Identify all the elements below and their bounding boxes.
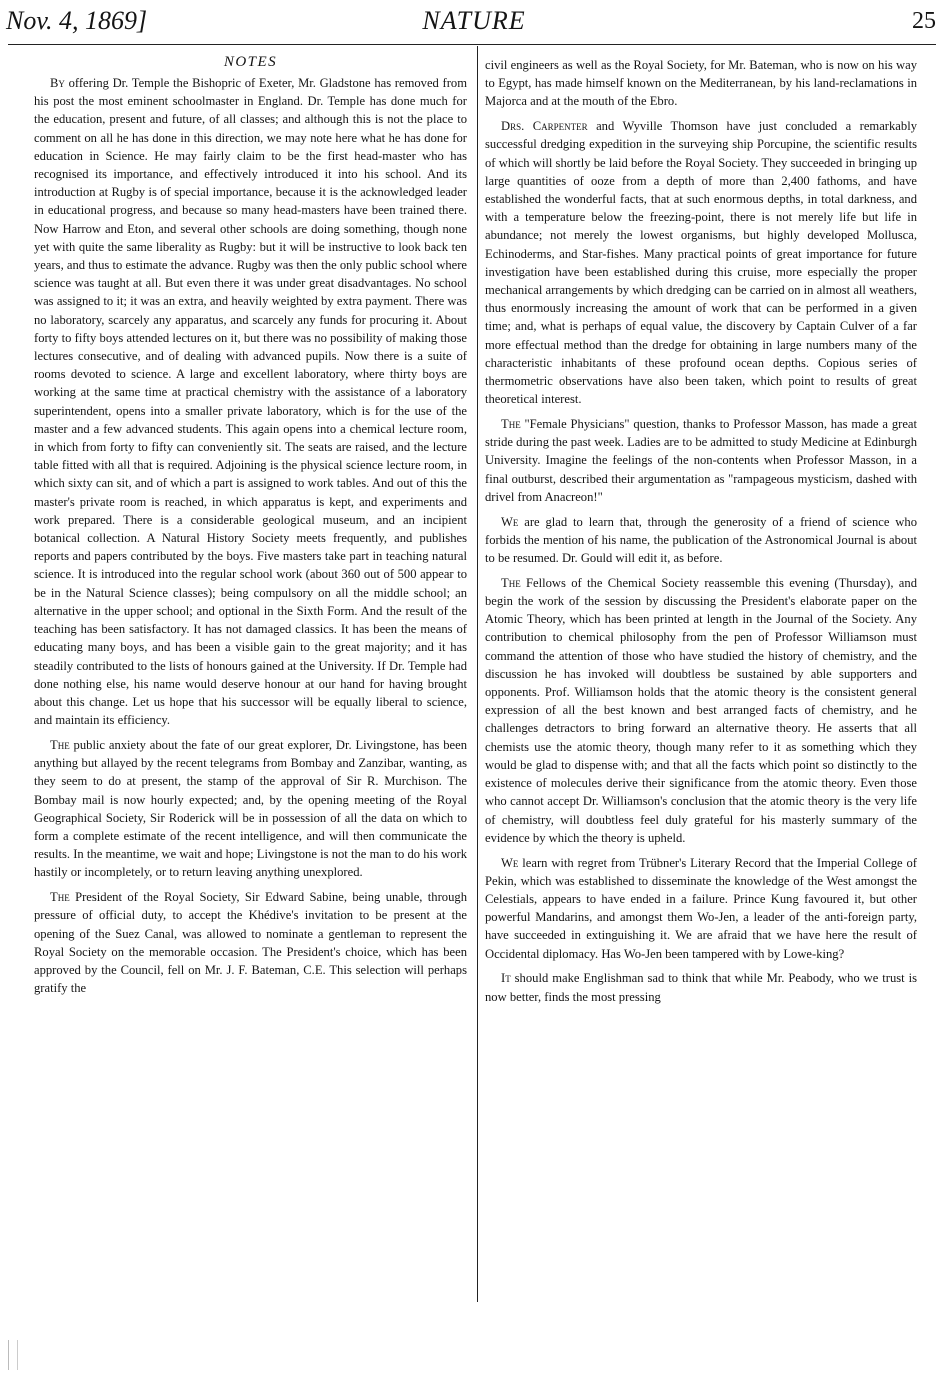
- paragraph-text: should make Englishman sad to think that while Mr. Peabody, who we trust is now better, finds the most pressing: [485, 971, 917, 1004]
- paragraph-astronomical-journal: [485, 513, 917, 568]
- paragraph-peabody: [485, 969, 917, 1005]
- paragraph-text: and Wyville Thomson have just concluded a remarkably successful dredging expedition in the surveying ship Porcupine, the scientific results of which will shortly be laid before the Royal Society. They succeeded in bringing up large quantities of ooze from a depth of more than 2,400 fathoms, and have established the wonderful facts, that at such enormous depths, in total darkness, and with a temperature below the freezing-point, there is not merely life but life in abundance; not merely the lowest organisms, but highly developed Mollusca, Echinoderms, and Star-fishes. Many practical points of great importance for future investigation have been established during this cruise, more especially the proper mechanical arrangements by which dredging can be carried on in almost all weathers, thus enormously increasing the amount of work that can be performed in a given time; and, what is perhaps of equal value, the discovery by Captain Culver of a far more effectual method than the dredge for obtaining in large numbers many of the characteristic inhabitants of these profound ocean depths. Copious series of thermometric observations have also been taken, which point to results of great theoretical interest.: [485, 119, 917, 407]
- section-title: NOTES: [223, 54, 278, 70]
- paragraph-chemical-society: [485, 574, 917, 847]
- paragraph-female-physicians: [485, 415, 917, 506]
- paragraph-pekin-college: [485, 854, 917, 963]
- paragraph-lead: The: [50, 890, 70, 905]
- page-edge-mark: [8, 1340, 18, 1370]
- issue-date: Nov. 4, 1869]: [6, 6, 148, 35]
- paragraph-text: "Female Physicians" question, thanks to Professor Masson, has made a great stride during the past week. Ladies are to be admitted to study Medicine at Edinburgh University. Imagine the feelings of the non-contents when Professor Masson, in a final outburst, described their argumentation as "rampageous mysticism, dashed with drivel from Anacreon!": [485, 417, 917, 504]
- paragraph-text: Fellows of the Chemical Society reassemble this evening (Thursday), and begin the work of the session by discussing the President's elaborate paper on the Atomic Theory, which has been printed at length in the Journal of the Society. Any contribution to chemical philosophy from the pen of Professor Williamson must command the attention of those who have studied the history of chemistry, and the discussion he has invoked will doubtless be sustained by able supporters and opponents. Prof. Williamson holds that the atomic theory is the consistent general expression of all the best known and best arranged facts of chemistry, and he challenges detractors to bring forward an alternative theory. He asserts that all chemists use the atomic theory, though many refer to it as something which they would be glad to dispense with; and that all the facts which point so distinctly to the existence of molecules derive their significance from the atomic theory. Even those who cannot accept Dr. Williamson's conclusion that the atomic theory is the very life of chemistry, will doubtless feel duly grateful for his masterly summary of the evidence by which the theory is upheld.: [485, 575, 917, 845]
- left-column: [34, 56, 467, 1004]
- paragraph-lead: Drs. Carpenter: [501, 119, 588, 134]
- paragraph-bateman-continued: [485, 56, 917, 111]
- paragraph-text: learn with regret from Trübner's Literary Record that the Imperial College of Pekin, which was established to disseminate the knowledge of the West amongst the Celestials, appears to have ended in a failure. Prince Kung favoured it, but other powerful Mandarins, and amongst them Wo-Jen, a leader of the anti-foreign party, have succeeded in extinguishing it. We are afraid that we have here the result of Occidental diplomacy. Has Wo-Jen been tampered with by Lowe-king?: [485, 855, 917, 961]
- paragraph-temple: [34, 74, 467, 729]
- paragraph-text: are glad to learn that, through the generosity of a friend of science who forbids the mention of his name, the publication of the Astronomical Journal is about to be resumed. Dr. Gould will edit it, as before.: [485, 514, 917, 566]
- page-header: [6, 4, 942, 44]
- paragraph-lead: The: [50, 737, 70, 752]
- page-number: 25: [912, 8, 936, 34]
- paragraph-livingstone: [34, 736, 467, 882]
- paragraph-text: civil engineers as well as the Royal Society, for Mr. Bateman, who is now on his way to Egypt, has made himself known on the Mediterranean, by his land-reclamations in Majorca and at the mouth of the Ebro.: [485, 58, 917, 109]
- paragraph-lead: We: [501, 514, 519, 529]
- paragraph-lead: We: [501, 855, 519, 870]
- paragraph-lead: It: [501, 971, 511, 986]
- paragraph-text: offering Dr. Temple the Bishopric of Exeter, Mr. Gladstone has removed from his post the most eminent schoolmaster in England. Dr. Temple has done much for the education, present and future, of all classes; and although this is not the place to comment on all he has done in this direction, we may note here what he has done for education in Science. He may fairly claim to be the first head-master who has recognised its importance, and effectively introduced it into his school. And its introduction at Rugby is of special importance, because it is the acknowledged leader in educational progress, and because so many head-masters have been trained there. Now Harrow and Eton, and several other schools are doing something, though none yet with quite the same liberality as Rugby: but it will be instructive to look back ten years, and thus to estimate the advance. Rugby was then the only public school where science was taught at all. But even there it was under great disadvantages. No school was assigned to it; it was an extra, and heavily weighted by extra payment. There was no laboratory, scarcely any apparatus, and scarcely any funds for procuring it. About forty to fifty boys attended lectures on it, but there was no possibility of making those lectures consecutive, and of dealing with advanced pupils. Now there is a suite of rooms devoted to science. A large and excellent laboratory, where thirty boys are working at the same time at practical chemistry with the assistance of a laboratory superintendent, opens into a smaller private laboratory, which is for the use of the master and a few advanced students. This again opens into a chemical lecture room, in which from forty to fifty can conveniently sit. The seats are raised, and the lecture table fitted with all that is required. Adjoining is the physical science lecture room, in which sixty can sit, and of which a part is assigned to work tables. And out of this the master's private room is reached, in which apparatus is kept, and experiments and work prepared. There is a considerable geological museum, and an incipient botanical collection. A Natural History Society meets frequently, and publishes reports and papers contributed by the boys. Five masters take part in teaching natural science. It is introduced into the regular school work (about 360 out of 500 appear to be in the Natural Science classes); being compulsory on all the middle school; an alternative in the upper school; and optional in the Sixth Form. And the result of the teaching has been satisfactory. It has not damaged classics. It has been the means of educating many boys, and has been a visible gain to the great majority; and it has steadily contributed to the lists of honours gained at the University. If Dr. Temple had done nothing else, his name would deserve honour at our hand for having brought about this change. Let us hope that his successor will be equally liberal to science, and maintain its efficiency.: [34, 76, 467, 728]
- paragraph-lead: By: [50, 76, 65, 90]
- paragraph-lead: The: [501, 575, 521, 590]
- header-rule: [8, 44, 936, 45]
- paragraph-text: President of the Royal Society, Sir Edward Sabine, being unable, through pressure of official duty, to accept the Khédive's invitation to be present at the opening of the Suez Canal, was allowed to nominate a gentleman to represent the Royal Society on the memorable occasion. The President's choice, which has been approved by the Council, fell on Mr. J. F. Bateman, C.E. This selection will perhaps gratify the: [34, 890, 467, 996]
- paragraph-text: public anxiety about the fate of our great explorer, Dr. Livingstone, has been anything but allayed by the recent telegrams from Bombay and Zanzibar, wanting, as they seem to do at present, the stamp of the approval of Sir R. Murchison. The Bombay mail is now hourly expected; and, by the opening meeting of the Royal Geographical Society, Sir Roderick will be in possession of all the data on which to form a complete estimate of the recent intelligence, and will then communicate the results. In the meantime, we wait and hope; Livingstone is not the man to do his work hastily or incompletely, or to return leaving anything unexplored.: [34, 737, 467, 880]
- column-divider: [477, 46, 478, 1302]
- right-column: [485, 56, 917, 1012]
- paragraph-royal-society: [34, 888, 467, 997]
- paragraph-lead: The: [501, 417, 521, 432]
- paragraph-dredging: [485, 117, 917, 408]
- journal-title: NATURE: [422, 6, 526, 35]
